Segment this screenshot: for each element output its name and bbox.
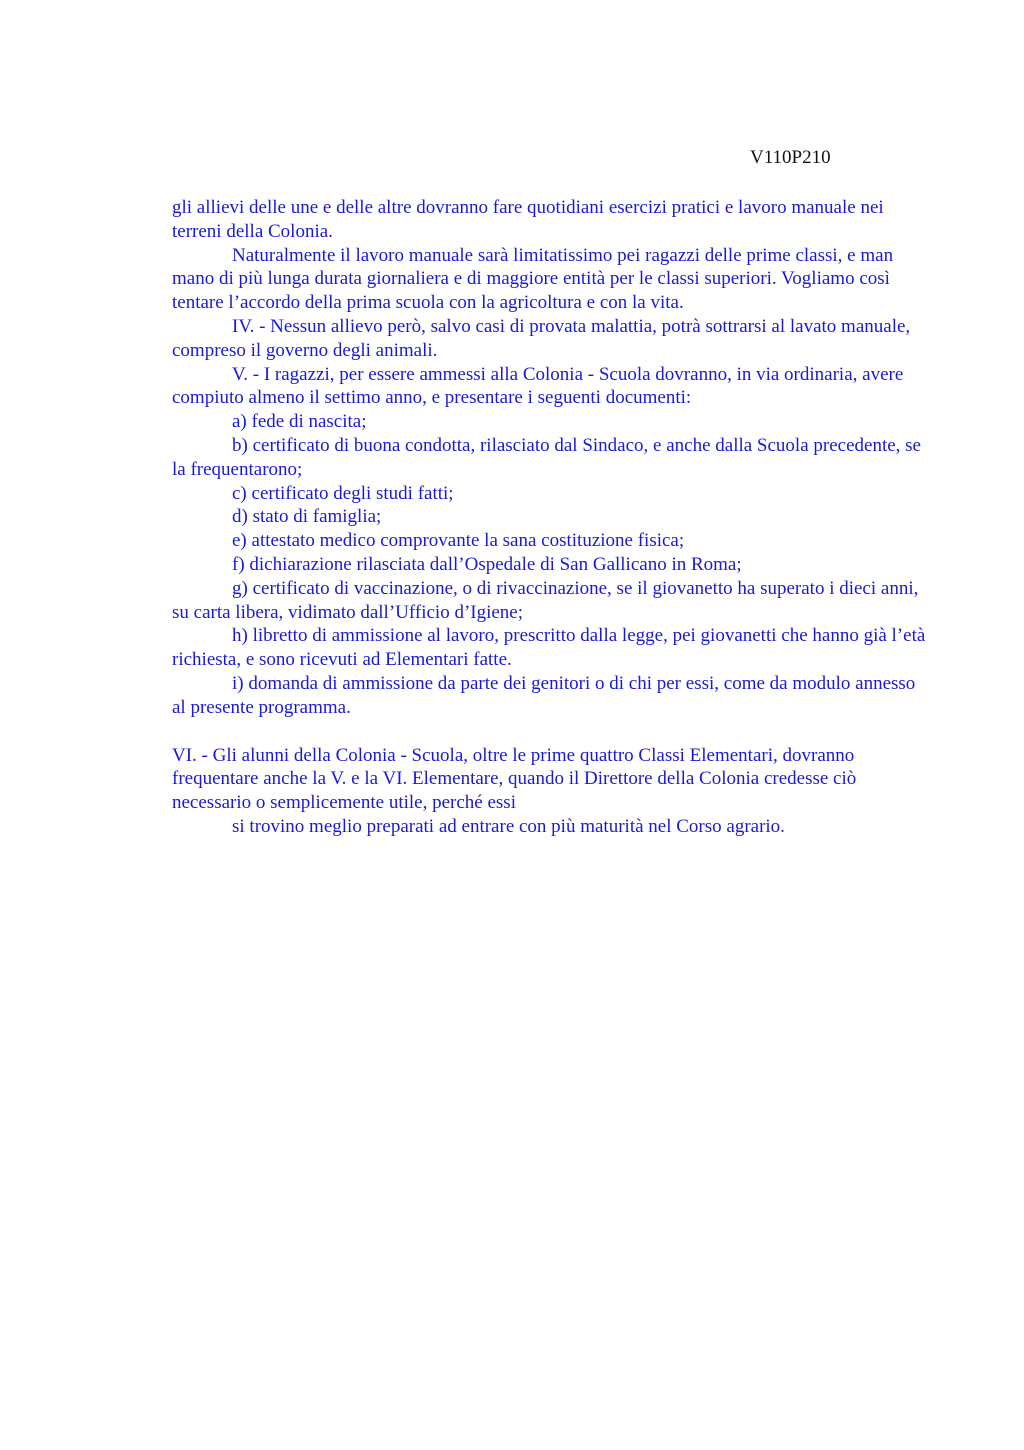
list-item-g: g) certificato di vaccinazione, o di rivaccinazione, se il giovanetto ha superato i dieci anni, su carta libera, vidimato dall’Ufficio d’Igiene;	[172, 577, 919, 623]
list-item-f: f) dichiarazione rilasciata dall’Ospedale di San Gallicano in Roma;	[232, 553, 742, 575]
list-item-d: d) stato di famiglia;	[232, 506, 382, 528]
page-identifier: V110P210	[750, 147, 831, 168]
list-item-h: h) libretto di ammissione al lavoro, prescritto dalla legge, pei giovanetti che hanno già l’età richiesta, e sono ricevuti ad Elementari fatte.	[172, 625, 926, 671]
list-item-i: i) domanda di ammissione da parte dei genitori o di chi per essi, come da modulo annesso al presente programma.	[172, 672, 916, 718]
article-iv: IV. - Nessun allievo però, salvo casi di provata malattia, potrà sottrarsi al lavato manuale, compreso il governo degli animali.	[172, 315, 911, 361]
list-item-b: b) certificato di buona condotta, rilasciato dal Sindaco, e anche dalla Scuola precedente, se la frequentarono;	[172, 434, 921, 480]
list-item-a: a) fede di nascita;	[232, 411, 367, 433]
article-vi-continuation: si trovino meglio preparati ad entrare con più maturità nel Corso agrario.	[232, 815, 785, 837]
list-item-c: c) certificato degli studi fatti;	[232, 482, 454, 504]
paragraph: Naturalmente il lavoro manuale sarà limitatissimo pei ragazzi delle prime classi, e man mano di più lunga durata giornaliera e di maggiore entità per le classi superiori. Vogliamo così tentare l’accordo della prima scuola con la agricoltura e con la vita.	[172, 244, 894, 314]
article-v: V. - I ragazzi, per essere ammessi alla Colonia - Scuola dovranno, in via ordinaria, avere compiuto almeno il settimo anno, e presentare i seguenti documenti:	[172, 363, 904, 409]
article-vi: VI. - Gli alunni della Colonia - Scuola, oltre le prime quattro Classi Elementari, dovranno frequentare anche la V. e la VI. Elementare, quando il Direttore della Colonia credesse ciò necessario o semplicemente utile, perché essi	[172, 744, 857, 814]
document-body	[172, 196, 932, 839]
list-item-e: e) attestato medico comprovante la sana costituzione fisica;	[232, 530, 685, 552]
paragraph-continuation: gli allievi delle une e delle altre dovranno fare quotidiani esercizi pratici e lavoro manuale nei terreni della Colonia.	[172, 197, 884, 242]
paragraph-gap	[172, 720, 932, 744]
